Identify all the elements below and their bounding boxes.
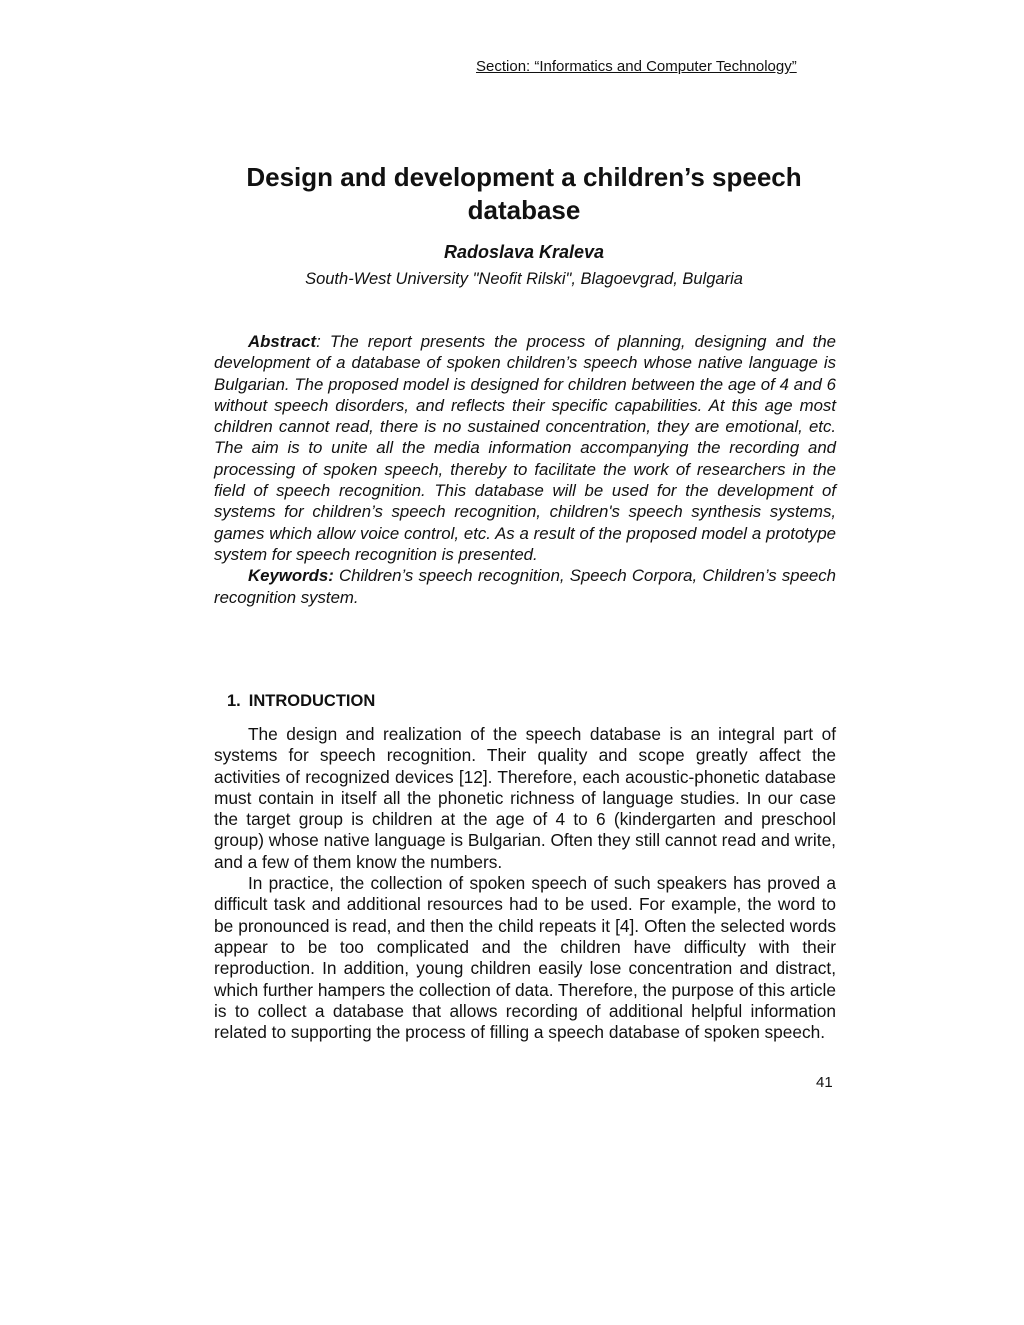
body-paragraph: In practice, the collection of spoken speech of such speakers has proved a difficult task and additional resources had to be used. For example, the word to be pronounced is read, and then the child repeats it [4]. Often the selected words appear to be too complicated and the children have difficulty with their reproduction. In addition, young children easily lose concentration and distract, which further hampers the collection of data. Therefore, the purpose of this article is to collect a database that allows recording of additional helpful information related to supporting the process of filling a speech database of spoken speech.: [214, 873, 836, 1043]
author-affiliation: South-West University "Neofit Rilski", Blagoevgrad, Bulgaria: [305, 270, 743, 288]
keywords-text: Children’s speech recognition, Speech Corpora, Children’s speech recognition system.: [214, 566, 836, 607]
abstract-paragraph: [214, 331, 836, 565]
abstract-text: : The report presents the process of planning, designing and the development of a database of spoken children’s speech whose native language is Bulgarian. The proposed model is designed for children between the age of 4 and 6 without speech disorders, and reflects their specific capabilities. At this age most children cannot read, there is no sustained concentration, they are emotional, etc. The aim is to unite all the media information accompanying the recording and processing of spoken speech, thereby to facilitate the work of researchers in the field of speech recognition. This database will be used for the development of systems for children’s speech recognition, children's speech synthesis systems, games which allow voice control, etc. As a result of the proposed model a prototype system for speech recognition is presented.: [214, 332, 836, 564]
running-header: Section: “Informatics and Computer Technology”: [476, 58, 797, 75]
section-number: 1.: [227, 692, 241, 710]
section-heading-introduction: [227, 692, 375, 711]
keywords-label: Keywords:: [248, 566, 334, 586]
introduction-body: [214, 724, 836, 1043]
page-number: 41: [816, 1074, 833, 1091]
abstract-block: [214, 331, 836, 608]
body-paragraph: The design and realization of the speech database is an integral part of systems for speech recognition. Their quality and scope greatly affect the activities of recognized devices [12]. Therefore, each acoustic-phonetic database must contain in itself all the phonetic richness of language studies. In our case the target group is children at the age of 4 to 6 (kindergarten and preschool group) whose native language is Bulgarian. Often they still cannot read and write, and a few of them know the numbers.: [214, 724, 836, 872]
author-name: Radoslava Kraleva: [443, 242, 605, 262]
paper-title: Design and development a children’s speech database: [246, 162, 802, 225]
keywords-paragraph: [214, 565, 836, 608]
abstract-label: Abstract: [248, 332, 317, 351]
section-title: INTRODUCTION: [248, 692, 376, 710]
